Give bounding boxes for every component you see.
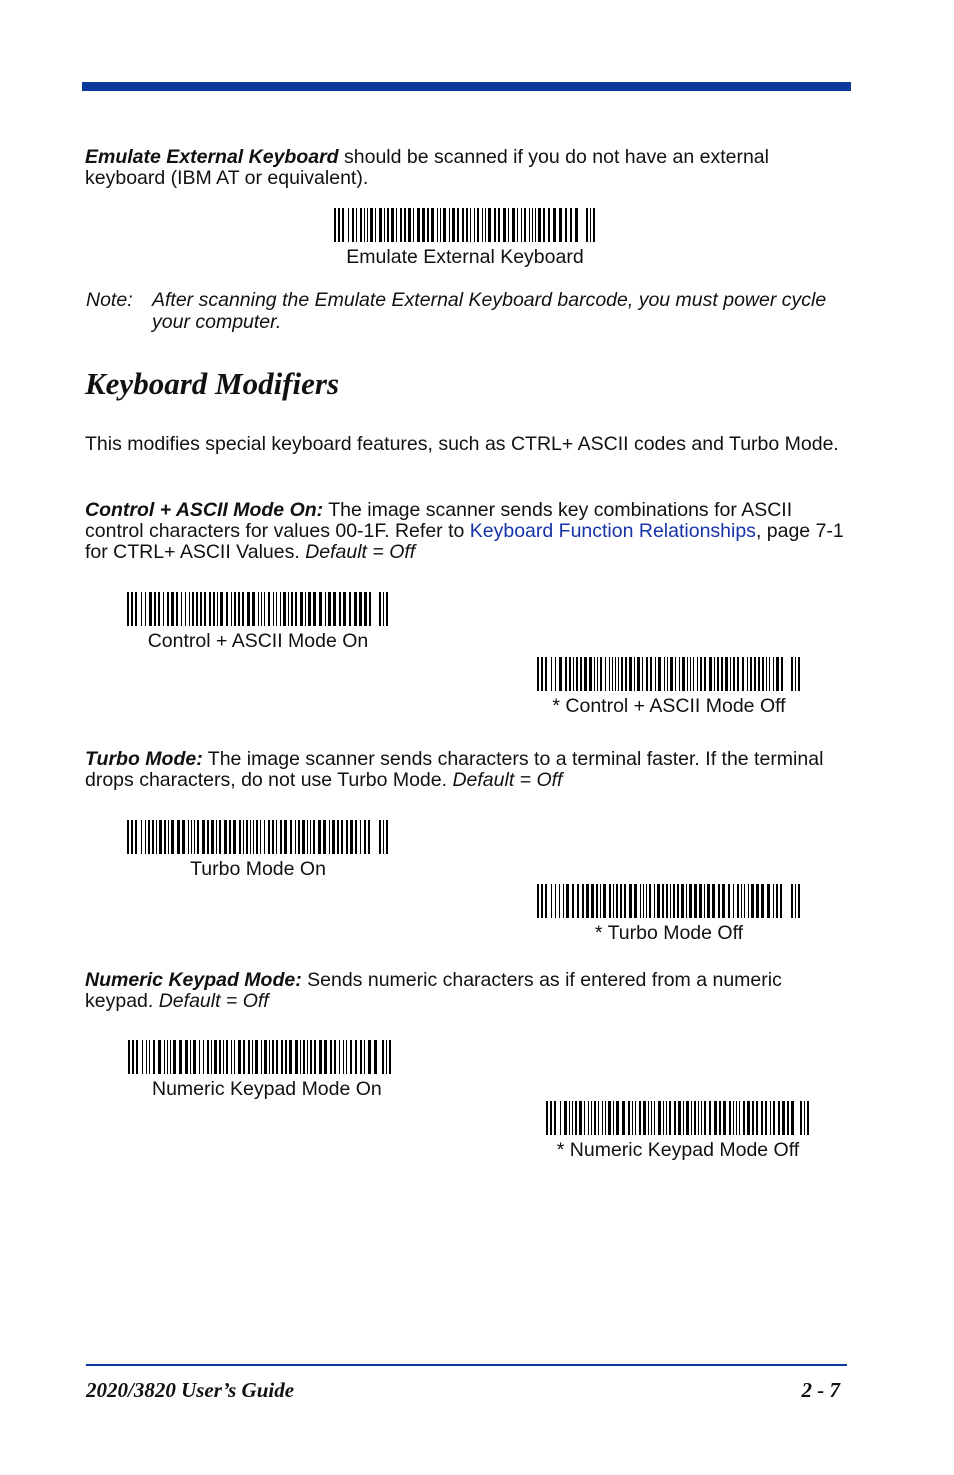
barcode-numeric-on [120, 1040, 440, 1100]
barcode-emulate-label: Emulate External Keyboard [346, 246, 584, 268]
barcode-turbo-on-label: Turbo Mode On [190, 858, 326, 880]
ctrl-text-1: The image scanner sends key combinations for ASCII control characters for values 00-1F. Refer to [85, 499, 793, 542]
barcode-numeric-on-label: Numeric Keypad Mode On [152, 1078, 382, 1100]
barcode-turbo-off-graphic [537, 884, 801, 918]
turbo-default: Default = Off [452, 769, 563, 791]
footer-title: 2020/3820 User’s Guide [86, 1378, 295, 1402]
section-intro: This modifies special keyboard features, such as CTRL+ ASCII codes and Turbo Mode. [85, 433, 839, 455]
note-text: After scanning the Emulate External Keyboard barcode, you must power cycle your computer. [152, 289, 827, 333]
section-title: Keyboard Modifiers [85, 366, 340, 401]
barcode-turbo-on-graphic [127, 820, 389, 854]
barcode-numeric-off [530, 1101, 826, 1161]
barcode-turbo-off [526, 884, 812, 944]
barcode-emulate-graphic [334, 208, 596, 242]
turbo-paragraph [85, 749, 850, 791]
note-label: Note: [86, 289, 133, 311]
numeric-term: Numeric Keypad Mode: [85, 969, 302, 991]
barcode-ctrl-on-label: Control + ASCII Mode On [147, 630, 369, 652]
barcode-turbo-on [115, 820, 401, 880]
barcode-emulate-external-keyboard [320, 208, 610, 268]
header-rule [82, 82, 851, 91]
barcode-ctrl-off-graphic [537, 657, 801, 691]
page-number: 2 - 7 [801, 1378, 840, 1402]
intro-term: Emulate External Keyboard [85, 146, 339, 168]
numeric-default: Default = Off [158, 990, 269, 1012]
numeric-paragraph [85, 970, 850, 1012]
intro-paragraph [85, 147, 850, 189]
turbo-term: Turbo Mode: [85, 748, 203, 770]
barcode-ctrl-off-label: * Control + ASCII Mode Off [552, 695, 786, 717]
turbo-text: The image scanner sends characters to a terminal faster. If the terminal drops characters, do not use Turbo Mode. [85, 748, 824, 791]
ctrl-default: Default = Off [305, 541, 416, 563]
barcode-turbo-off-label: * Turbo Mode Off [594, 922, 744, 944]
barcode-numeric-off-label: * Numeric Keypad Mode Off [556, 1139, 800, 1161]
keyboard-function-relationships-link[interactable]: Keyboard Function Relationships [469, 520, 756, 542]
barcode-control-ascii-on [115, 592, 401, 652]
numeric-text: Sends numeric characters as if entered from a numeric keypad. [85, 969, 782, 1012]
intro-text: should be scanned if you do not have an external keyboard (IBM AT or equivalent). [85, 146, 769, 189]
footer-rule [86, 1364, 847, 1366]
ctrl-paragraph [85, 500, 850, 563]
barcode-numeric-on-graphic [128, 1040, 392, 1074]
barcode-control-ascii-off [526, 657, 812, 717]
ctrl-text-2: , page 7-1 for CTRL+ ASCII Values. [85, 520, 844, 563]
barcode-ctrl-on-graphic [127, 592, 389, 626]
barcode-numeric-off-graphic [546, 1101, 810, 1135]
ctrl-term: Control + ASCII Mode On: [85, 499, 324, 521]
